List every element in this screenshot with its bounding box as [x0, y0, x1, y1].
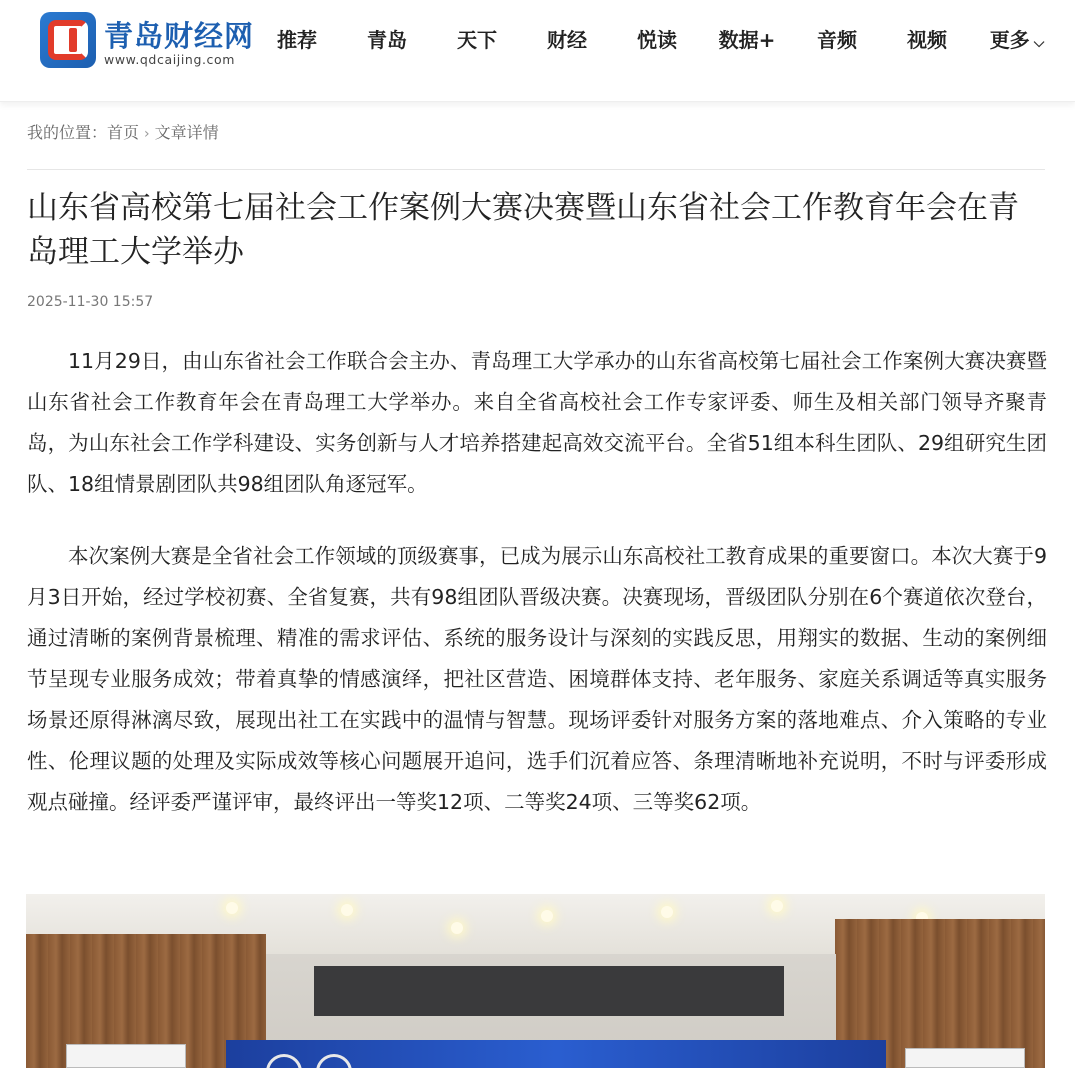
nav-item-finance[interactable]: 财经 [547, 28, 587, 52]
nav-item-video[interactable]: 视频 [907, 28, 947, 52]
nav-item-world[interactable]: 天下 [457, 28, 497, 52]
nav-item-audio[interactable]: 音频 [817, 28, 857, 52]
breadcrumb-prefix: 我的位置： [27, 123, 108, 142]
breadcrumb-current: 文章详情 [154, 123, 219, 142]
article-title: 山东省高校第七届社会工作案例大赛决赛暨山东省社会工作教育年会在青岛理工大学举办 [27, 190, 1019, 270]
divider [27, 169, 1045, 170]
breadcrumb-home[interactable]: 首页 [107, 123, 140, 142]
nav-item-data[interactable]: 数据+ [718, 28, 776, 52]
site-logo[interactable] [40, 10, 255, 70]
site-name: 青岛财经网 [104, 19, 255, 53]
nav-item-qingdao[interactable]: 青岛 [367, 28, 407, 52]
nav-item-reading[interactable]: 悦读 [637, 28, 677, 52]
nav-item-recommend[interactable]: 推荐 [277, 28, 317, 52]
article-paragraph: 11月29日，由山东省社会工作联合会主办、青岛理工大学承办的山东省高校第七届社会工作案例大赛决赛暨山东省社会工作教育年会在青岛理工大学举办。来自全省高校社会工作专家评委、师生及相关部门领导齐聚青岛，为山东社会工作学科建设、实务创新与人才培养搭建起高效交流平台。全省51组本科生团队、29组研究生团队、18组情景剧团队共98组团队角逐冠军。 [27, 349, 1047, 496]
site-header [0, 0, 1075, 102]
main-nav [252, 22, 1062, 58]
article-date: 2025-11-30 15:57 [27, 294, 154, 310]
chevron-down-icon: ⌵ [1033, 35, 1045, 51]
breadcrumb [27, 120, 219, 147]
chevron-right-icon: › [144, 126, 150, 142]
article-photo [26, 894, 1045, 1068]
nav-item-more[interactable]: 更多 ⌵ [989, 28, 1045, 52]
site-url: www.qdcaijing.com [104, 52, 236, 67]
article-paragraph: 本次案例大赛是全省社会工作领域的顶级赛事，已成为展示山东高校社工教育成果的重要窗口。本次大赛于9月3日开始，经过学校初赛、全省复赛，共有98组团队晋级决赛。决赛现场，晋级团队分别在6个赛道依次登台，通过清晰的案例背景梳理、精准的需求评估、系统的服务设计与深刻的实践反思，用翔实的数据、生动的案例细节呈现专业服务成效；带着真挚的情感演绎，把社区营造、困境群体支持、老年服务、家庭关系调适等真实服务场景还原得淋漓尽致，展现出社工在实践中的温情与智慧。现场评委针对服务方案的落地难点、介入策略的专业性、伦理议题的处理及实际成效等核心问题展开追问，选手们沉着应答、条理清晰地补充说明，不时与评委形成观点碰撞。经评委严谨评审，最终评出一等奖12项、二等奖24项、三等奖62项。 [27, 544, 1047, 814]
logo-icon [40, 12, 96, 68]
